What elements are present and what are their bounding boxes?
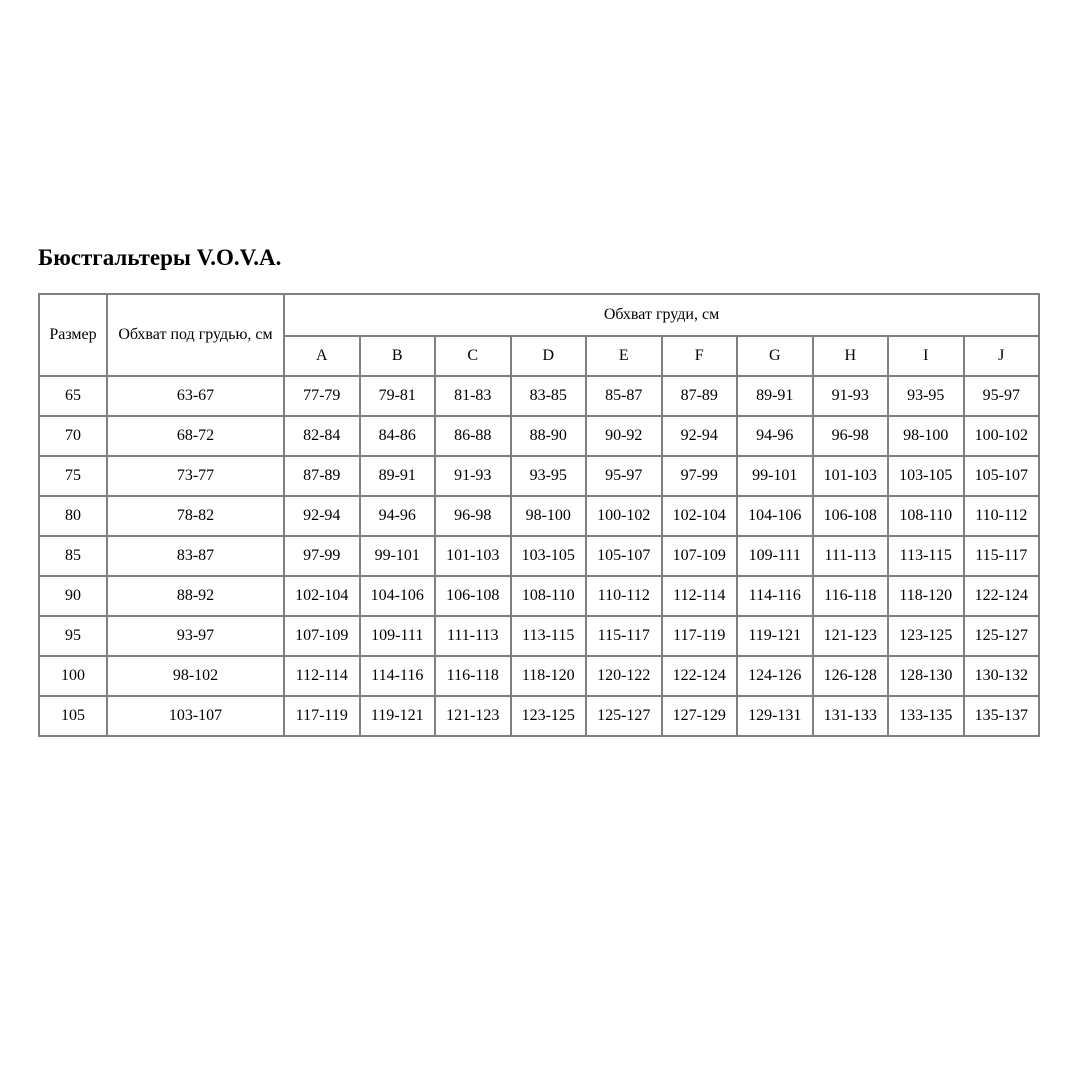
cup-cell: 103-105 [888,456,964,496]
cup-cell: 102-104 [284,576,360,616]
cup-cell: 98-100 [888,416,964,456]
size-cell: 70 [39,416,107,456]
cup-cell: 122-124 [662,656,738,696]
cup-cell: 117-119 [662,616,738,656]
size-cell: 75 [39,456,107,496]
table-row [39,696,1039,736]
cup-cell: 103-105 [511,536,587,576]
cup-cell: 121-123 [813,616,889,656]
table-row [39,616,1039,656]
header-underbust: Обхват под грудью, см [107,294,284,376]
cup-cell: 90-92 [586,416,662,456]
cup-cell: 113-115 [888,536,964,576]
cup-cell: 79-81 [360,376,436,416]
cup-cell: 118-120 [888,576,964,616]
cup-cell: 84-86 [360,416,436,456]
underbust-cell: 93-97 [107,616,284,656]
cup-cell: 121-123 [435,696,511,736]
cup-cell: 91-93 [813,376,889,416]
cup-cell: 111-113 [813,536,889,576]
cup-cell: 100-102 [964,416,1040,456]
header-cup-d: D [511,336,587,376]
cup-cell: 99-101 [360,536,436,576]
underbust-cell: 68-72 [107,416,284,456]
cup-cell: 117-119 [284,696,360,736]
table-row [39,536,1039,576]
cup-cell: 110-112 [964,496,1040,536]
cup-cell: 115-117 [586,616,662,656]
cup-cell: 92-94 [284,496,360,536]
underbust-cell: 63-67 [107,376,284,416]
cup-cell: 105-107 [586,536,662,576]
cup-cell: 95-97 [586,456,662,496]
cup-cell: 111-113 [435,616,511,656]
size-cell: 65 [39,376,107,416]
cup-cell: 104-106 [737,496,813,536]
table-row [39,656,1039,696]
cup-cell: 110-112 [586,576,662,616]
cup-cell: 114-116 [360,656,436,696]
cup-cell: 108-110 [511,576,587,616]
cup-cell: 116-118 [813,576,889,616]
cup-cell: 112-114 [284,656,360,696]
cup-cell: 119-121 [737,616,813,656]
cup-cell: 133-135 [888,696,964,736]
cup-cell: 104-106 [360,576,436,616]
cup-cell: 112-114 [662,576,738,616]
cup-cell: 125-127 [964,616,1040,656]
cup-cell: 124-126 [737,656,813,696]
cup-cell: 96-98 [435,496,511,536]
size-cell: 85 [39,536,107,576]
header-cup-c: C [435,336,511,376]
cup-cell: 135-137 [964,696,1040,736]
table-body [39,376,1039,736]
cup-cell: 99-101 [737,456,813,496]
page-title: Бюстгальтеры V.O.V.A. [38,245,282,270]
cup-cell: 77-79 [284,376,360,416]
cup-cell: 125-127 [586,696,662,736]
header-cup-j: J [964,336,1040,376]
cup-cell: 120-122 [586,656,662,696]
cup-cell: 93-95 [511,456,587,496]
cup-cell: 85-87 [586,376,662,416]
size-cell: 100 [39,656,107,696]
underbust-cell: 88-92 [107,576,284,616]
cup-cell: 93-95 [888,376,964,416]
cup-cell: 107-109 [662,536,738,576]
cup-cell: 130-132 [964,656,1040,696]
size-cell: 95 [39,616,107,656]
underbust-cell: 73-77 [107,456,284,496]
cup-cell: 119-121 [360,696,436,736]
cup-cell: 100-102 [586,496,662,536]
cup-cell: 102-104 [662,496,738,536]
header-cup-e: E [586,336,662,376]
cup-cell: 88-90 [511,416,587,456]
cup-cell: 89-91 [360,456,436,496]
header-row-top [39,294,1039,336]
cup-cell: 107-109 [284,616,360,656]
cup-cell: 89-91 [737,376,813,416]
table-row [39,456,1039,496]
cup-cell: 105-107 [964,456,1040,496]
cup-cell: 126-128 [813,656,889,696]
cup-cell: 106-108 [435,576,511,616]
cup-cell: 114-116 [737,576,813,616]
cup-cell: 122-124 [964,576,1040,616]
underbust-cell: 83-87 [107,536,284,576]
cup-cell: 101-103 [435,536,511,576]
cup-cell: 109-111 [737,536,813,576]
size-cell: 105 [39,696,107,736]
cup-cell: 116-118 [435,656,511,696]
cup-cell: 86-88 [435,416,511,456]
cup-cell: 127-129 [662,696,738,736]
cup-cell: 96-98 [813,416,889,456]
cup-cell: 97-99 [662,456,738,496]
table-row [39,376,1039,416]
size-cell: 80 [39,496,107,536]
cup-cell: 94-96 [737,416,813,456]
cup-cell: 109-111 [360,616,436,656]
underbust-cell: 78-82 [107,496,284,536]
header-bust: Обхват груди, см [284,294,1039,336]
cup-cell: 106-108 [813,496,889,536]
underbust-cell: 103-107 [107,696,284,736]
cup-cell: 87-89 [662,376,738,416]
cup-cell: 128-130 [888,656,964,696]
table-header [39,294,1039,376]
header-size: Размер [39,294,107,376]
cup-cell: 92-94 [662,416,738,456]
cup-cell: 81-83 [435,376,511,416]
header-cup-f: F [662,336,738,376]
size-cell: 90 [39,576,107,616]
size-chart-table [38,293,1040,737]
cup-cell: 91-93 [435,456,511,496]
cup-cell: 123-125 [511,696,587,736]
cup-cell: 123-125 [888,616,964,656]
cup-cell: 94-96 [360,496,436,536]
cup-cell: 95-97 [964,376,1040,416]
cup-cell: 82-84 [284,416,360,456]
header-cup-h: H [813,336,889,376]
header-cup-i: I [888,336,964,376]
cup-cell: 115-117 [964,536,1040,576]
cup-cell: 98-100 [511,496,587,536]
table-row [39,416,1039,456]
header-cup-a: A [284,336,360,376]
cup-cell: 118-120 [511,656,587,696]
cup-cell: 83-85 [511,376,587,416]
header-cup-b: B [360,336,436,376]
underbust-cell: 98-102 [107,656,284,696]
cup-cell: 131-133 [813,696,889,736]
cup-cell: 97-99 [284,536,360,576]
cup-cell: 113-115 [511,616,587,656]
cup-cell: 129-131 [737,696,813,736]
header-cup-g: G [737,336,813,376]
cup-cell: 108-110 [888,496,964,536]
cup-cell: 87-89 [284,456,360,496]
table-row [39,576,1039,616]
cup-cell: 101-103 [813,456,889,496]
table-row [39,496,1039,536]
